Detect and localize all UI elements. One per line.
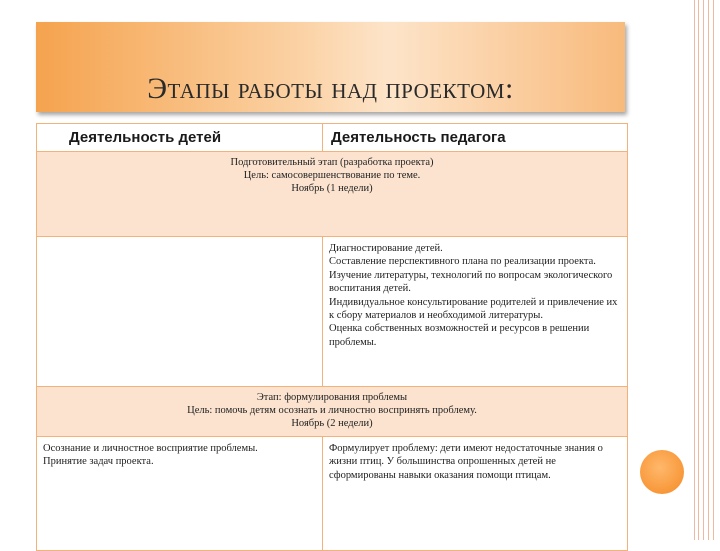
stage-name: Подготовительный этап (разработка проекта) xyxy=(230,157,434,168)
children-activity-cell xyxy=(37,437,323,551)
stage-goal: Цель: помочь детям осознать и личностно воспринять проблему. xyxy=(187,405,477,416)
stage-row-preparatory xyxy=(37,152,628,237)
slide-title: Этапы работы над проектом: xyxy=(147,72,514,105)
children-activity-cell xyxy=(37,237,323,387)
table-header-row xyxy=(37,124,628,152)
list-item: Принятие задач проекта. xyxy=(43,456,154,468)
list-item: Диагностирование детей. xyxy=(329,243,443,254)
list-item: Индивидуальное консультирование родителей и привлечение их к сбору материалов и необходимой литературы. xyxy=(329,296,618,322)
decor-stripe xyxy=(708,0,709,540)
stage-period: Ноябрь (1 недели) xyxy=(291,183,373,194)
list-item: Составление перспективного плана по реализации проекта. xyxy=(329,256,596,268)
teacher-activity-cell xyxy=(323,437,628,551)
project-stages-table xyxy=(36,123,628,551)
header-teacher-activity: Деятельность педагога xyxy=(323,124,628,152)
header-children-activity: Деятельность детей xyxy=(37,124,323,152)
stage-period: Ноябрь (2 недели) xyxy=(291,418,373,429)
decor-stripe xyxy=(694,0,695,540)
table-row xyxy=(37,437,628,551)
decor-circle xyxy=(640,450,684,494)
list-item: Формулирует проблему: дети имеют недостаточные знания о жизни птиц. У большинства опрошенных детей не сформированы навыки оказания помощи птицам. xyxy=(329,443,603,481)
stage-cell xyxy=(37,152,628,237)
stage-goal: Цель: самосовершенствование по теме. xyxy=(243,170,421,181)
stage-name: Этап: формулирования проблемы xyxy=(256,392,408,403)
decor-stripe xyxy=(698,0,699,540)
decor-stripe xyxy=(703,0,704,540)
decor-stripe xyxy=(713,0,714,540)
list-item: Осознание и личностное восприятие проблемы. xyxy=(43,443,258,454)
list-item: Оценка собственных возможностей и ресурсов в решении проблемы. xyxy=(329,323,590,348)
teacher-activity-cell xyxy=(323,237,628,387)
stage-cell xyxy=(37,387,628,437)
stage-row-problem xyxy=(37,387,628,437)
list-item: Изучение литературы, технологий по вопросам экологического воспитания детей. xyxy=(329,269,613,295)
title-band xyxy=(36,22,625,112)
table-row xyxy=(37,237,628,387)
